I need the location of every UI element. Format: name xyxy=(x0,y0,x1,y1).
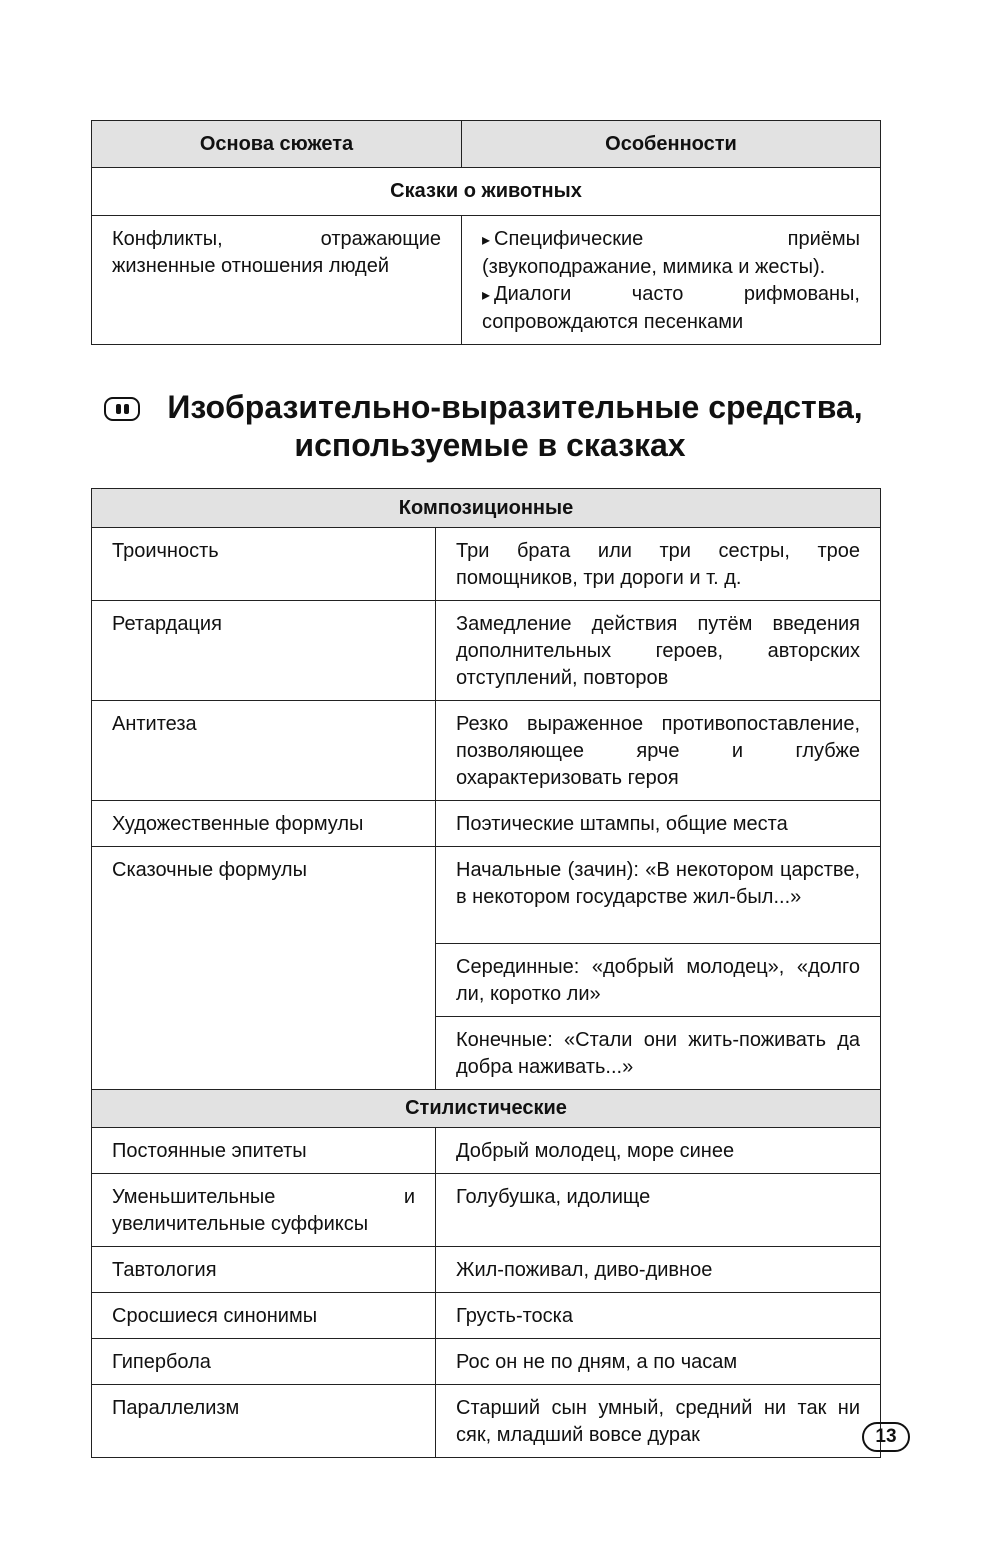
header-features: Особенности xyxy=(462,121,881,168)
desc: Поэтические штампы, общие места xyxy=(436,801,881,847)
feature-item: ▸ Диалоги часто рифмованы, сопровождаются песенками xyxy=(482,281,860,336)
basis-cell: Конфликты, отражающие жизненные отношения людей xyxy=(92,216,462,345)
term: Тавтология xyxy=(92,1247,436,1293)
term: Параллелизм xyxy=(92,1385,436,1458)
term: Художественные формулы xyxy=(92,801,436,847)
term: Гипербола xyxy=(92,1339,436,1385)
term: Троичность xyxy=(92,528,436,601)
term: Уменьшительные и увеличительные суффиксы xyxy=(92,1174,436,1247)
desc: Старший сын умный, средний ни так ни сяк, младший вовсе дурак xyxy=(436,1385,881,1458)
term: Сросшиеся синонимы xyxy=(92,1293,436,1339)
desc: Грусть-тоска xyxy=(436,1293,881,1339)
desc: Рос он не по дням, а по часам xyxy=(436,1339,881,1385)
section-stylistic: Стилистические xyxy=(92,1090,881,1128)
desc: Замедление действия путём введения дополнительных героев, авторских отступлений, повторов xyxy=(436,601,881,701)
desc: Начальные (зачин): «В некотором царстве, в некотором государстве жил-был...» xyxy=(436,847,881,944)
section-compositional: Композиционные xyxy=(92,489,881,528)
desc: Три брата или три сестры, трое помощников, три дороги и т. д. xyxy=(436,528,881,601)
section-animal-tales: Сказки о животных xyxy=(92,168,881,216)
desc: Серединные: «добрый молодец», «долго ли, коротко ли» xyxy=(436,944,881,1017)
desc: Резко выраженное противопоставление, позволяющее ярче и глубже охарактеризовать героя xyxy=(436,701,881,801)
term: Антитеза xyxy=(92,701,436,801)
header-basis: Основа сюжета xyxy=(92,121,462,168)
desc: Голубушка, идолище xyxy=(436,1174,881,1247)
section-heading: Изобразительно-выразительные средства, используемые в сказках xyxy=(167,389,863,463)
term: Ретардация xyxy=(92,601,436,701)
desc: Жил-поживал, диво-дивное xyxy=(436,1247,881,1293)
term: Сказочные формулы xyxy=(92,847,436,1090)
features-cell xyxy=(462,216,881,345)
page-number: 13 xyxy=(862,1422,910,1452)
expressive-means-table xyxy=(91,488,881,1458)
desc: Добрый молодец, море синее xyxy=(436,1128,881,1174)
term: Постоянные эпитеты xyxy=(92,1128,436,1174)
feature-item: ▸ Специфические приёмы (звукоподражание, мимика и жесты). xyxy=(482,226,860,281)
animal-tales-table xyxy=(91,120,881,345)
desc: Конечные: «Стали они жить-поживать да добра наживать...» xyxy=(436,1017,881,1090)
